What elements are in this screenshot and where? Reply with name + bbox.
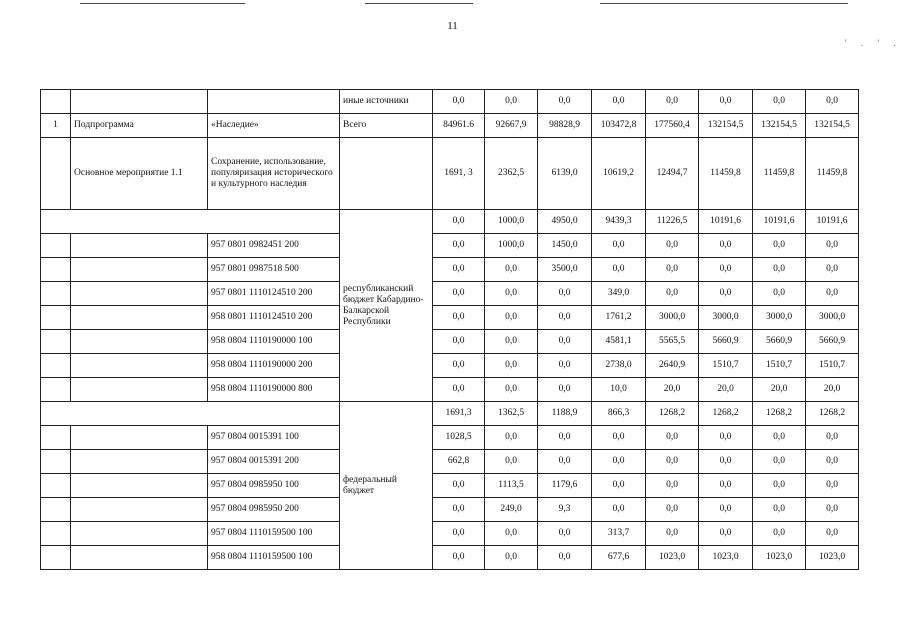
value-cell: 20,0	[646, 378, 699, 402]
value-cell: 1028,5	[433, 426, 485, 450]
budget-code-cell: 958 0804 1110159500 100	[208, 546, 340, 570]
value-cell: 3500,0	[538, 258, 592, 282]
value-cell: 10191,6	[753, 210, 806, 234]
budget-code-cell: 957 0804 0015391 100	[208, 426, 340, 450]
value-cell: 0,0	[592, 258, 646, 282]
value-cell: 0,0	[485, 330, 538, 354]
value-cell: 1188,9	[538, 402, 592, 426]
level-cell	[71, 450, 208, 474]
funding-source-cell: Всего	[340, 114, 433, 138]
value-cell: 0,0	[646, 282, 699, 306]
value-cell: 0,0	[538, 354, 592, 378]
value-cell: 0,0	[646, 90, 699, 114]
value-cell: 0,0	[592, 234, 646, 258]
value-cell: 98828,9	[538, 114, 592, 138]
value-cell: 0,0	[538, 282, 592, 306]
table-row	[41, 426, 859, 450]
value-cell: 3000,0	[806, 306, 859, 330]
funding-source-cell: республиканский бюджет Кабардино-Балкарской Республики	[340, 210, 433, 402]
value-cell: 0,0	[433, 330, 485, 354]
value-cell: 0,0	[433, 354, 485, 378]
value-cell: 0,0	[538, 546, 592, 570]
value-cell: 0,0	[806, 474, 859, 498]
value-cell: 10619,2	[592, 138, 646, 210]
table-row	[41, 306, 859, 330]
value-cell: 0,0	[753, 426, 806, 450]
value-cell: 0,0	[433, 522, 485, 546]
value-cell: 0,0	[538, 426, 592, 450]
value-cell: 9439,3	[592, 210, 646, 234]
value-cell: 677,6	[592, 546, 646, 570]
value-cell: 0,0	[699, 258, 753, 282]
value-cell: 0,0	[433, 258, 485, 282]
header-rule-left	[80, 3, 245, 4]
value-cell: 0,0	[592, 90, 646, 114]
table-row	[41, 90, 859, 114]
level-cell: Основное мероприятие 1.1	[71, 138, 208, 210]
value-cell: 0,0	[485, 450, 538, 474]
budget-code-cell: 958 0801 1110124510 200	[208, 306, 340, 330]
value-cell: 1113,5	[485, 474, 538, 498]
row-number-cell	[41, 546, 71, 570]
value-cell: 132154,5	[699, 114, 753, 138]
table-row	[41, 498, 859, 522]
value-cell: 9,3	[538, 498, 592, 522]
value-cell: 84961.6	[433, 114, 485, 138]
value-cell: 1023,0	[806, 546, 859, 570]
value-cell: 0,0	[646, 258, 699, 282]
level-cell	[71, 330, 208, 354]
level-cell	[71, 90, 208, 114]
value-cell: 0,0	[433, 234, 485, 258]
section-blank-cell	[41, 210, 340, 234]
header-rule-mid	[365, 3, 473, 4]
section-blank-cell	[41, 402, 340, 426]
row-number-cell	[41, 498, 71, 522]
value-cell: 132154,5	[753, 114, 806, 138]
value-cell: 0,0	[592, 498, 646, 522]
level-cell	[71, 522, 208, 546]
value-cell: 0,0	[699, 522, 753, 546]
table-row	[41, 522, 859, 546]
budget-code-cell: 957 0801 0987518 500	[208, 258, 340, 282]
value-cell: 313,7	[592, 522, 646, 546]
level-cell	[71, 546, 208, 570]
value-cell: 0,0	[646, 234, 699, 258]
page-number: 11	[447, 20, 458, 32]
row-number-cell	[41, 378, 71, 402]
value-cell: 1510,7	[753, 354, 806, 378]
budget-table-body	[41, 90, 859, 570]
table-row	[41, 546, 859, 570]
value-cell: 10191,6	[806, 210, 859, 234]
value-cell: 0,0	[699, 450, 753, 474]
budget-code-cell: 958 0804 1110190000 100	[208, 330, 340, 354]
row-number-cell	[41, 282, 71, 306]
level-cell	[71, 426, 208, 450]
row-number-cell	[41, 138, 71, 210]
value-cell: 349,0	[592, 282, 646, 306]
row-number-cell	[41, 426, 71, 450]
value-cell: 0,0	[433, 90, 485, 114]
budget-code-cell: 957 0801 0982451 200	[208, 234, 340, 258]
value-cell: 10,0	[592, 378, 646, 402]
budget-table	[40, 89, 859, 570]
value-cell: 0,0	[806, 498, 859, 522]
level-cell	[71, 234, 208, 258]
level-cell	[71, 498, 208, 522]
value-cell: 0,0	[433, 378, 485, 402]
value-cell: 1268,2	[646, 402, 699, 426]
table-row	[41, 138, 859, 210]
value-cell: 0,0	[806, 282, 859, 306]
value-cell: 662,8	[433, 450, 485, 474]
table-row	[41, 402, 859, 426]
value-cell: 3000,0	[753, 306, 806, 330]
value-cell: 0,0	[485, 426, 538, 450]
level-cell	[71, 258, 208, 282]
row-number-cell	[41, 90, 71, 114]
value-cell: 1450,0	[538, 234, 592, 258]
row-number-cell	[41, 234, 71, 258]
value-cell: 6139,0	[538, 138, 592, 210]
value-cell: 0,0	[538, 330, 592, 354]
row-number-cell	[41, 330, 71, 354]
value-cell: 0,0	[646, 522, 699, 546]
value-cell: 2362,5	[485, 138, 538, 210]
budget-code-cell: 957 0804 0985950 200	[208, 498, 340, 522]
value-cell: 1023,0	[699, 546, 753, 570]
table-row	[41, 378, 859, 402]
value-cell: 0,0	[646, 450, 699, 474]
row-number-cell: 1	[41, 114, 71, 138]
value-cell: 11226,5	[646, 210, 699, 234]
value-cell: 0,0	[646, 474, 699, 498]
value-cell: 5660,9	[699, 330, 753, 354]
value-cell: 0,0	[485, 258, 538, 282]
value-cell: 20,0	[806, 378, 859, 402]
value-cell: 92667,9	[485, 114, 538, 138]
value-cell: 0,0	[699, 234, 753, 258]
value-cell: 0,0	[433, 306, 485, 330]
value-cell: 249,0	[485, 498, 538, 522]
row-number-cell	[41, 474, 71, 498]
value-cell: 1000,0	[485, 234, 538, 258]
value-cell: 0,0	[485, 282, 538, 306]
value-cell: 0,0	[806, 258, 859, 282]
value-cell: 0,0	[699, 474, 753, 498]
value-cell: 11459,8	[753, 138, 806, 210]
value-cell: 0,0	[538, 378, 592, 402]
value-cell: 0,0	[538, 522, 592, 546]
value-cell: 0,0	[592, 426, 646, 450]
value-cell: 1023,0	[753, 546, 806, 570]
value-cell: 0,0	[538, 90, 592, 114]
level-cell	[71, 474, 208, 498]
value-cell: 0,0	[485, 354, 538, 378]
value-cell: 0,0	[806, 90, 859, 114]
value-cell: 0,0	[753, 522, 806, 546]
value-cell: 5660,9	[753, 330, 806, 354]
value-cell: 0,0	[753, 474, 806, 498]
value-cell: 0,0	[699, 90, 753, 114]
value-cell: 10191,6	[699, 210, 753, 234]
value-cell: 0,0	[433, 282, 485, 306]
value-cell: 5660,9	[806, 330, 859, 354]
value-cell: 0,0	[753, 282, 806, 306]
value-cell: 12494,7	[646, 138, 699, 210]
value-cell: 3000,0	[646, 306, 699, 330]
value-cell: 0,0	[592, 450, 646, 474]
value-cell: 20,0	[699, 378, 753, 402]
budget-code-cell: 957 0801 1110124510 200	[208, 282, 340, 306]
funding-source-cell: иные источники	[340, 90, 433, 114]
value-cell: 177560,4	[646, 114, 699, 138]
value-cell: 0,0	[433, 498, 485, 522]
value-cell: 0,0	[699, 498, 753, 522]
budget-code-cell: 958 0804 1110190000 800	[208, 378, 340, 402]
funding-source-cell	[340, 138, 433, 210]
value-cell: 0,0	[699, 426, 753, 450]
value-cell: 20,0	[753, 378, 806, 402]
value-cell: 0,0	[753, 450, 806, 474]
value-cell: 0,0	[433, 546, 485, 570]
value-cell: 4581,1	[592, 330, 646, 354]
value-cell: 0,0	[592, 474, 646, 498]
value-cell: 2738,0	[592, 354, 646, 378]
name-cell: «Наследие»	[208, 114, 340, 138]
row-number-cell	[41, 450, 71, 474]
row-number-cell	[41, 258, 71, 282]
name-cell	[208, 90, 340, 114]
value-cell: 0,0	[433, 210, 485, 234]
table-row	[41, 282, 859, 306]
value-cell: 0,0	[538, 306, 592, 330]
table-row	[41, 234, 859, 258]
value-cell: 0,0	[699, 282, 753, 306]
budget-code-cell: 957 0804 0985950 100	[208, 474, 340, 498]
level-cell	[71, 282, 208, 306]
value-cell: 0,0	[485, 306, 538, 330]
value-cell: 1268,2	[753, 402, 806, 426]
table-row	[41, 450, 859, 474]
value-cell: 0,0	[753, 498, 806, 522]
value-cell: 0,0	[753, 234, 806, 258]
value-cell: 0,0	[485, 546, 538, 570]
value-cell: 11459,8	[806, 138, 859, 210]
row-number-cell	[41, 306, 71, 330]
value-cell: 1268,2	[806, 402, 859, 426]
value-cell: 0,0	[753, 258, 806, 282]
row-number-cell	[41, 522, 71, 546]
value-cell: 0,0	[485, 90, 538, 114]
value-cell: 0,0	[806, 426, 859, 450]
value-cell: 4950,0	[538, 210, 592, 234]
value-cell: 0,0	[646, 498, 699, 522]
value-cell: 866,3	[592, 402, 646, 426]
value-cell: 0,0	[806, 450, 859, 474]
level-cell	[71, 306, 208, 330]
table-row	[41, 258, 859, 282]
value-cell: 0,0	[538, 450, 592, 474]
value-cell: 0,0	[753, 90, 806, 114]
value-cell: 1023,0	[646, 546, 699, 570]
value-cell: 0,0	[646, 426, 699, 450]
value-cell: 0,0	[485, 522, 538, 546]
value-cell: 0,0	[806, 234, 859, 258]
value-cell: 1510,7	[699, 354, 753, 378]
level-cell: Подпрограмма	[71, 114, 208, 138]
table-row	[41, 474, 859, 498]
value-cell: 3000,0	[699, 306, 753, 330]
value-cell: 5565,5	[646, 330, 699, 354]
budget-code-cell: 957 0804 0015391 200	[208, 450, 340, 474]
scan-specks: ' . ' .	[845, 38, 902, 48]
level-cell	[71, 378, 208, 402]
value-cell: 1761,2	[592, 306, 646, 330]
value-cell: 1179,6	[538, 474, 592, 498]
value-cell: 132154,5	[806, 114, 859, 138]
value-cell: 0,0	[433, 474, 485, 498]
table-row	[41, 330, 859, 354]
budget-code-cell: 958 0804 1110190000 200	[208, 354, 340, 378]
value-cell: 2640,9	[646, 354, 699, 378]
value-cell: 0,0	[806, 522, 859, 546]
value-cell: 11459,8	[699, 138, 753, 210]
value-cell: 1691,3	[433, 402, 485, 426]
table-row	[41, 354, 859, 378]
table-row	[41, 210, 859, 234]
value-cell: 1691, 3	[433, 138, 485, 210]
value-cell: 103472,8	[592, 114, 646, 138]
table-row	[41, 114, 859, 138]
funding-source-cell: федеральный бюджет	[340, 402, 433, 570]
header-rule-right	[600, 3, 848, 4]
level-cell	[71, 354, 208, 378]
value-cell: 0,0	[485, 378, 538, 402]
name-cell: Сохранение, использование, популяризация исторического и культурного наследия	[208, 138, 340, 210]
row-number-cell	[41, 354, 71, 378]
value-cell: 1268,2	[699, 402, 753, 426]
value-cell: 1362,5	[485, 402, 538, 426]
value-cell: 1000,0	[485, 210, 538, 234]
value-cell: 1510,7	[806, 354, 859, 378]
budget-code-cell: 957 0804 1110159500 100	[208, 522, 340, 546]
